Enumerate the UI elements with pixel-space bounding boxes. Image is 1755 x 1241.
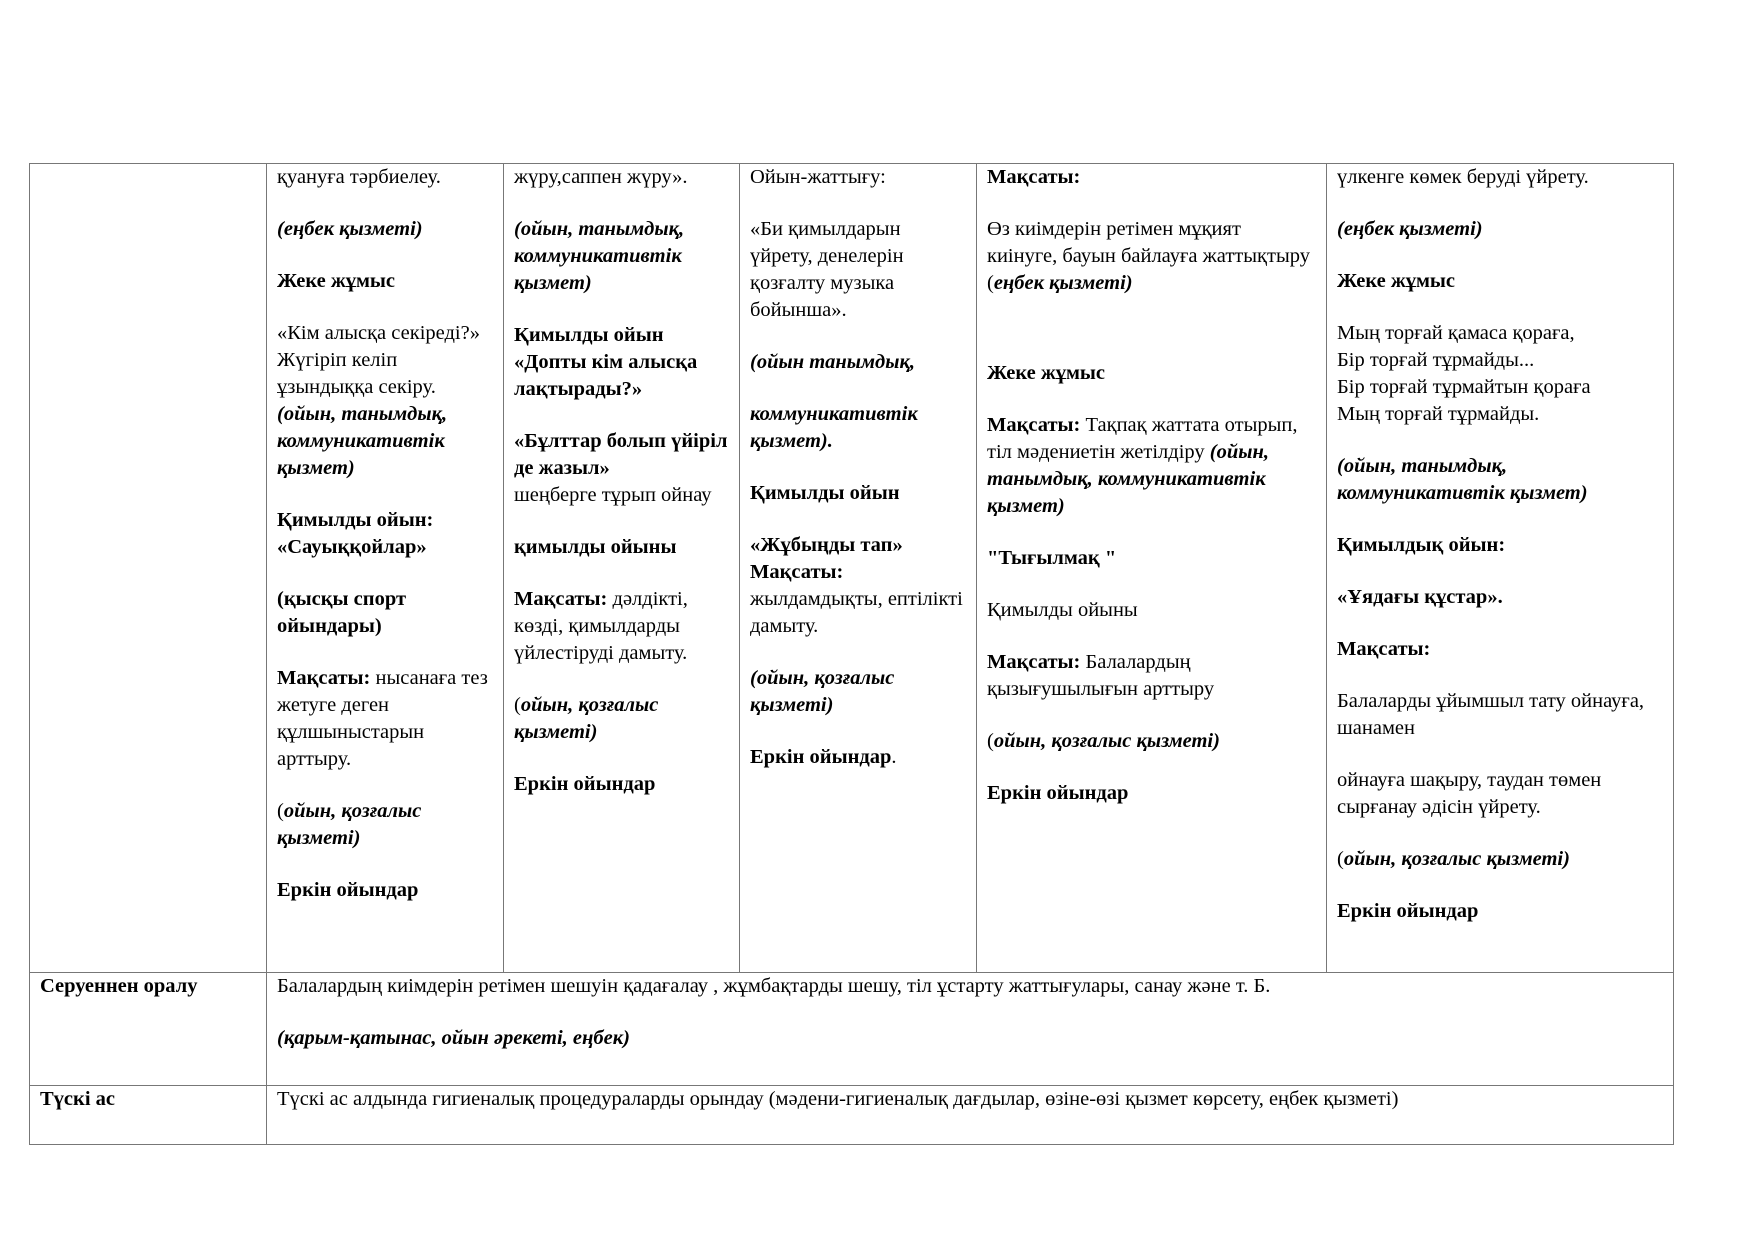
activity-text: үлкенге көмек беруді үйрету. [1337, 166, 1589, 188]
activity-paragraph [514, 322, 729, 403]
activity-text: ойын, қозғалыс қызметі) [514, 694, 659, 743]
activity-paragraph [277, 798, 493, 852]
paren: ( [514, 694, 521, 716]
activity-paragraph [1337, 846, 1663, 873]
activity-paragraph [514, 534, 729, 561]
table-row [30, 1086, 1674, 1145]
activity-paragraph [514, 771, 729, 798]
activity-text: Еркін ойындар [987, 782, 1129, 804]
activity-text: Жеке жұмыс [987, 362, 1106, 384]
activity-text: Қимылды ойын: «Сауыққойлар» [277, 509, 434, 558]
return-from-walk-note: (қарым-қатынас, ойын әрекеті, еңбек) [277, 1027, 630, 1049]
activity-paragraph [750, 744, 966, 771]
activity-text: «Бұлттар болып үйіріл де жазыл» [514, 430, 728, 479]
paren: ( [277, 800, 284, 822]
activity-text: Мың торғай қамаса қораға, Бір торғай тұрмайды... Бір торғай тұрмайтын қораға Мың торғай тұрмайды. [1337, 322, 1591, 425]
activity-paragraph [277, 401, 493, 482]
activity-paragraph [987, 412, 1316, 520]
activity-text: Қимылдық ойын: [1337, 534, 1506, 556]
activity-text: жылдамдықты, ептілікті дамыту. [750, 588, 963, 637]
goal-label: Мақсаты: [277, 667, 371, 689]
row-label-return-from-walk: Серуеннен оралу [30, 973, 267, 1086]
activity-paragraph [277, 164, 493, 191]
activity-text: Өз киімдерін ретімен мұқият киінуге, бауын байлауға жаттықтыру ( [987, 218, 1310, 294]
activity-text: Мақсаты: [987, 166, 1081, 188]
activity-text: (ойын, танымдық, коммуникативтік қызмет) [1337, 455, 1588, 504]
lunch-text: Түскі ас алдында гигиеналық процедураларды орындау (мәдени-гигиеналық дағдылар, өзіне-өзі қызмет көрсету, еңбек қызметі) [267, 1086, 1674, 1145]
activity-paragraph [1337, 216, 1663, 243]
table-row [30, 973, 1674, 1086]
activity-paragraph [987, 360, 1316, 387]
activity-paragraph [1337, 636, 1663, 663]
activity-text: Еркін ойындар [514, 773, 656, 795]
day-column-4 [977, 164, 1327, 973]
activity-text: қимылды ойыны [514, 536, 677, 558]
activity-paragraph [987, 597, 1316, 624]
activity-paragraph [277, 507, 493, 561]
activity-paragraph [1337, 453, 1663, 507]
activity-text: «Кім алысқа секіреді?» Жүгіріп келіп ұзындыққа секіру. [277, 322, 480, 398]
activity-paragraph [1337, 688, 1663, 742]
day-column-2 [504, 164, 740, 973]
activity-text: дәлдікті, көзді, қимылдарды үйлестіруді дамыту. [514, 588, 688, 664]
activity-paragraph [1337, 532, 1663, 559]
activity-paragraph [514, 216, 729, 297]
activity-text: (еңбек қызметі) [277, 218, 423, 240]
activity-paragraph [987, 164, 1316, 191]
activity-text: Жеке жұмыс [277, 270, 396, 292]
activity-paragraph [1337, 268, 1663, 295]
paren: ( [987, 730, 994, 752]
activity-paragraph [1337, 767, 1663, 821]
daily-plan-table [29, 163, 1674, 1145]
activity-paragraph [514, 586, 729, 667]
activity-paragraph [750, 164, 966, 191]
paren: ( [1337, 848, 1344, 870]
activity-paragraph [750, 532, 966, 640]
activity-text: Еркін ойындар [277, 879, 419, 901]
activity-paragraph [1337, 164, 1663, 191]
activity-paragraph [750, 480, 966, 507]
activity-text: нысанаға тез жетуге деген құлшыныстарын арттыру. [277, 667, 488, 770]
activity-paragraph [514, 164, 729, 191]
activity-text: Балалардың қызығушылығын арттыру [987, 651, 1215, 700]
goal-label: Мақсаты: [987, 414, 1081, 436]
activity-paragraph [277, 586, 493, 640]
activity-text: Ойын-жаттығу: [750, 166, 886, 188]
day-column-5 [1327, 164, 1674, 973]
activity-text: Балаларды ұйымшыл тату ойнауға, шанамен [1337, 690, 1645, 739]
activity-paragraph [277, 268, 493, 295]
activity-text: Тақпақ жаттата отырып, тіл мәдениетін жетілдіру [987, 414, 1298, 463]
activity-paragraph [750, 665, 966, 719]
activity-paragraph [277, 216, 493, 243]
activity-text: (ойын, танымдық, коммуникативтік қызмет) [277, 403, 448, 479]
activity-text: Еркін ойындар [750, 746, 892, 768]
table-row [30, 164, 1674, 973]
activity-text: «Ұядағы құстар». [1337, 586, 1503, 608]
activity-paragraph [987, 216, 1316, 297]
activity-text: «Би қимылдарын үйрету, денелерін қозғалту музыка бойынша». [750, 218, 904, 321]
activity-text: (еңбек қызметі) [1337, 218, 1483, 240]
activity-text: жүру,саппен жүру». [514, 166, 688, 188]
activity-paragraph [277, 665, 493, 773]
activity-paragraph [987, 728, 1316, 755]
row-label-lunch: Түскі ас [30, 1086, 267, 1145]
activity-text: Қимылды ойын «Допты кім алысқа лақтырады?» [514, 324, 698, 400]
activity-paragraph [277, 877, 493, 904]
activity-text: шеңберге тұрып ойнау [514, 484, 712, 506]
activity-paragraph [987, 545, 1316, 572]
activity-paragraph [987, 780, 1316, 807]
activity-text: ойнауға шақыру, таудан төмен сырғанау әдісін үйрету. [1337, 769, 1602, 818]
activity-text: (ойын танымдық, [750, 351, 915, 373]
activity-type: (ойын, танымдық, коммуникативтік қызмет) [987, 441, 1269, 517]
goal-label: Мақсаты: [987, 651, 1081, 673]
activity-text: Қимылды ойыны [987, 599, 1138, 621]
activity-paragraph [514, 428, 729, 509]
activity-text: коммуникативтік қызмет). [750, 403, 918, 452]
activity-paragraph [514, 692, 729, 746]
row-label-empty [30, 164, 267, 973]
activity-text: ойын, қозғалыс қызметі) [1343, 848, 1570, 870]
activity-paragraph [987, 649, 1316, 703]
day-column-1 [267, 164, 504, 973]
activity-paragraph [750, 349, 966, 376]
activity-type: еңбек қызметі) [993, 272, 1133, 294]
day-column-3 [740, 164, 977, 973]
activity-text: ойын, қозғалыс қызметі) [277, 800, 422, 849]
activity-text: "Тығылмақ " [987, 547, 1117, 569]
return-from-walk-text: Балалардың киімдерін ретімен шешуін қадағалау , жұмбақтарды шешу, тіл ұстарту жаттығулары, санау және т. Б. [277, 975, 1271, 997]
goal-label: Мақсаты: [750, 561, 844, 583]
activity-paragraph [1337, 584, 1663, 611]
activity-paragraph [277, 320, 493, 401]
activity-text: қуануға тәрбиелеу. [277, 166, 441, 188]
activity-text: «Жұбыңды тап» [750, 534, 903, 556]
activity-text: (қысқы спорт ойындары) [277, 588, 407, 637]
activity-paragraph [750, 401, 966, 455]
activity-paragraph [750, 216, 966, 324]
goal-label: Мақсаты: [514, 588, 608, 610]
activity-paragraph [1337, 320, 1663, 428]
activity-paragraph [1337, 898, 1663, 925]
activity-text: (ойын, танымдық, коммуникативтік қызмет) [514, 218, 685, 294]
activity-text: (ойын, қозғалыс қызметі) [750, 667, 895, 716]
return-from-walk-cell [267, 973, 1674, 1086]
activity-text: ойын, қозғалыс қызметі) [993, 730, 1220, 752]
activity-text: Қимылды ойын [750, 482, 900, 504]
activity-text: Мақсаты: [1337, 638, 1431, 660]
activity-text: Еркін ойындар [1337, 900, 1479, 922]
activity-text: Жеке жұмыс [1337, 270, 1456, 292]
activity-text: . [891, 746, 897, 768]
